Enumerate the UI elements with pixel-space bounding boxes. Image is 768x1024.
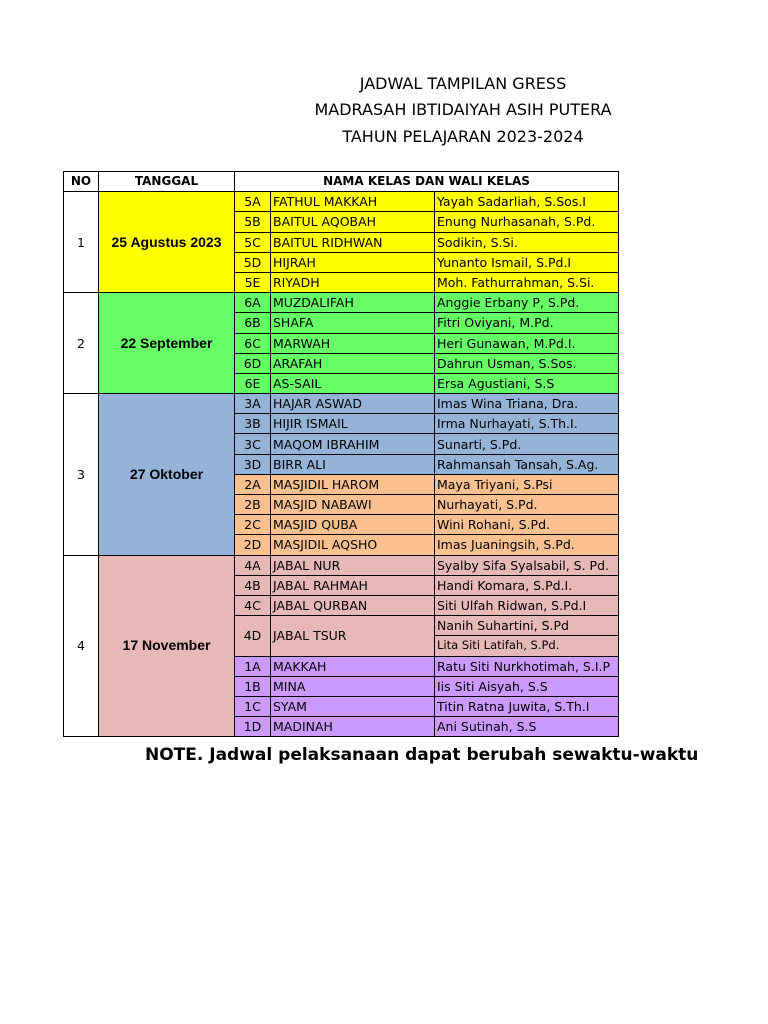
class-code: 5E xyxy=(235,272,271,292)
homeroom-teacher: Wini Rohani, S.Pd. xyxy=(435,515,619,535)
header-no: NO xyxy=(64,172,99,192)
homeroom-teacher: Yunanto Ismail, S.Pd.I xyxy=(435,252,619,272)
table-row xyxy=(64,555,619,575)
class-name: JABAL RAHMAH xyxy=(271,575,435,595)
class-code: 4D xyxy=(235,616,271,656)
title-line-1: JADWAL TAMPILAN GRESS xyxy=(359,74,567,93)
homeroom-teacher: Iis Siti Aisyah, S.S xyxy=(435,676,619,696)
class-name: HIJIR ISMAIL xyxy=(271,414,435,434)
class-code: 2A xyxy=(235,474,271,494)
class-name: SHAFA xyxy=(271,313,435,333)
class-code: 2C xyxy=(235,515,271,535)
class-code: 3A xyxy=(235,394,271,414)
table-row xyxy=(64,394,619,414)
homeroom-teacher: Sunarti, S.Pd. xyxy=(435,434,619,454)
class-name: MAQOM IBRAHIM xyxy=(271,434,435,454)
group-number: 3 xyxy=(64,394,99,556)
homeroom-teacher: Fitri Oviyani, M.Pd. xyxy=(435,313,619,333)
class-code: 3B xyxy=(235,414,271,434)
class-code: 6C xyxy=(235,333,271,353)
class-name: HIJRAH xyxy=(271,252,435,272)
homeroom-teacher: Maya Triyani, S.Psi xyxy=(435,474,619,494)
class-code: 3D xyxy=(235,454,271,474)
homeroom-teacher: Titin Ratna Juwita, S.Th.I xyxy=(435,696,619,716)
homeroom-teacher: Rahmansah Tansah, S.Ag. xyxy=(435,454,619,474)
homeroom-teacher: Yayah Sadarliah, S.Sos.I xyxy=(435,192,619,212)
header-tanggal: TANGGAL xyxy=(99,172,235,192)
homeroom-teacher: Enung Nurhasanah, S.Pd. xyxy=(435,212,619,232)
class-name: MASJIDIL HAROM xyxy=(271,474,435,494)
title-line-2: MADRASAH IBTIDAIYAH ASIH PUTERA xyxy=(314,100,612,119)
class-code: 3C xyxy=(235,434,271,454)
class-name: MINA xyxy=(271,676,435,696)
class-name: JABAL TSUR xyxy=(271,616,435,656)
schedule-table xyxy=(63,171,619,737)
homeroom-teacher: Nanih Suhartini, S.Pd xyxy=(435,616,619,636)
homeroom-teacher: Nurhayati, S.Pd. xyxy=(435,495,619,515)
class-code: 4C xyxy=(235,595,271,615)
homeroom-teacher: Ratu Siti Nurkhotimah, S.I.P xyxy=(435,656,619,676)
group-date: 22 September xyxy=(99,293,235,394)
class-name: MASJID NABAWI xyxy=(271,495,435,515)
class-code: 4A xyxy=(235,555,271,575)
class-code: 1B xyxy=(235,676,271,696)
class-code: 6D xyxy=(235,353,271,373)
class-code: 1C xyxy=(235,696,271,716)
homeroom-teacher: Ani Sutinah, S.S xyxy=(435,717,619,737)
class-code: 2B xyxy=(235,495,271,515)
class-name: AS-SAIL xyxy=(271,373,435,393)
homeroom-teacher: Imas Juaningsih, S.Pd. xyxy=(435,535,619,555)
table-body xyxy=(64,192,619,737)
group-date: 25 Agustus 2023 xyxy=(99,192,235,293)
class-code: 6B xyxy=(235,313,271,333)
table-row xyxy=(64,192,619,212)
class-code: 5D xyxy=(235,252,271,272)
homeroom-teacher: Imas Wina Triana, Dra. xyxy=(435,394,619,414)
class-name: MADINAH xyxy=(271,717,435,737)
homeroom-teacher: Moh. Fathurrahman, S.Si. xyxy=(435,272,619,292)
group-date: 27 Oktober xyxy=(99,394,235,556)
class-name: RIYADH xyxy=(271,272,435,292)
class-code: 6E xyxy=(235,373,271,393)
class-code: 6A xyxy=(235,293,271,313)
homeroom-teacher: Irma Nurhayati, S.Th.I. xyxy=(435,414,619,434)
class-name: MASJIDIL AQSHO xyxy=(271,535,435,555)
class-name: BIRR ALI xyxy=(271,454,435,474)
group-number: 2 xyxy=(64,293,99,394)
group-number: 1 xyxy=(64,192,99,293)
schedule-note: NOTE. Jadwal pelaksanaan dapat berubah sewaktu-waktu xyxy=(145,745,699,765)
homeroom-teacher: Handi Komara, S.Pd.I. xyxy=(435,575,619,595)
class-code: 2D xyxy=(235,535,271,555)
homeroom-teacher: Anggie Erbany P, S.Pd. xyxy=(435,293,619,313)
class-code: 5B xyxy=(235,212,271,232)
class-name: JABAL NUR xyxy=(271,555,435,575)
class-code: 1A xyxy=(235,656,271,676)
class-name: SYAM xyxy=(271,696,435,716)
title-line-3: TAHUN PELAJARAN 2023-2024 xyxy=(342,127,584,146)
class-name: BAITUL RIDHWAN xyxy=(271,232,435,252)
class-name: HAJAR ASWAD xyxy=(271,394,435,414)
class-code: 4B xyxy=(235,575,271,595)
class-name: MASJID QUBA xyxy=(271,515,435,535)
class-name: MUZDALIFAH xyxy=(271,293,435,313)
header-kelas-wali: NAMA KELAS DAN WALI KELAS xyxy=(235,172,619,192)
class-code: 1D xyxy=(235,717,271,737)
homeroom-teacher: Sodikin, S.Si. xyxy=(435,232,619,252)
class-code: 5A xyxy=(235,192,271,212)
homeroom-teacher: Syalby Sifa Syalsabil, S. Pd. xyxy=(435,555,619,575)
homeroom-teacher: Ersa Agustiani, S.S xyxy=(435,373,619,393)
homeroom-teacher: Heri Gunawan, M.Pd.I. xyxy=(435,333,619,353)
table-header-row xyxy=(64,172,619,192)
class-name: BAITUL AQOBAH xyxy=(271,212,435,232)
homeroom-teacher: Lita Siti Latifah, S.Pd. xyxy=(435,636,619,656)
class-name: ARAFAH xyxy=(271,353,435,373)
homeroom-teacher: Siti Ulfah Ridwan, S.Pd.I xyxy=(435,595,619,615)
group-number: 4 xyxy=(64,555,99,737)
class-name: MARWAH xyxy=(271,333,435,353)
homeroom-teacher: Dahrun Usman, S.Sos. xyxy=(435,353,619,373)
class-name: JABAL QURBAN xyxy=(271,595,435,615)
group-date: 17 November xyxy=(99,555,235,737)
class-code: 5C xyxy=(235,232,271,252)
table-row xyxy=(64,293,619,313)
class-name: MAKKAH xyxy=(271,656,435,676)
class-name: FATHUL MAKKAH xyxy=(271,192,435,212)
